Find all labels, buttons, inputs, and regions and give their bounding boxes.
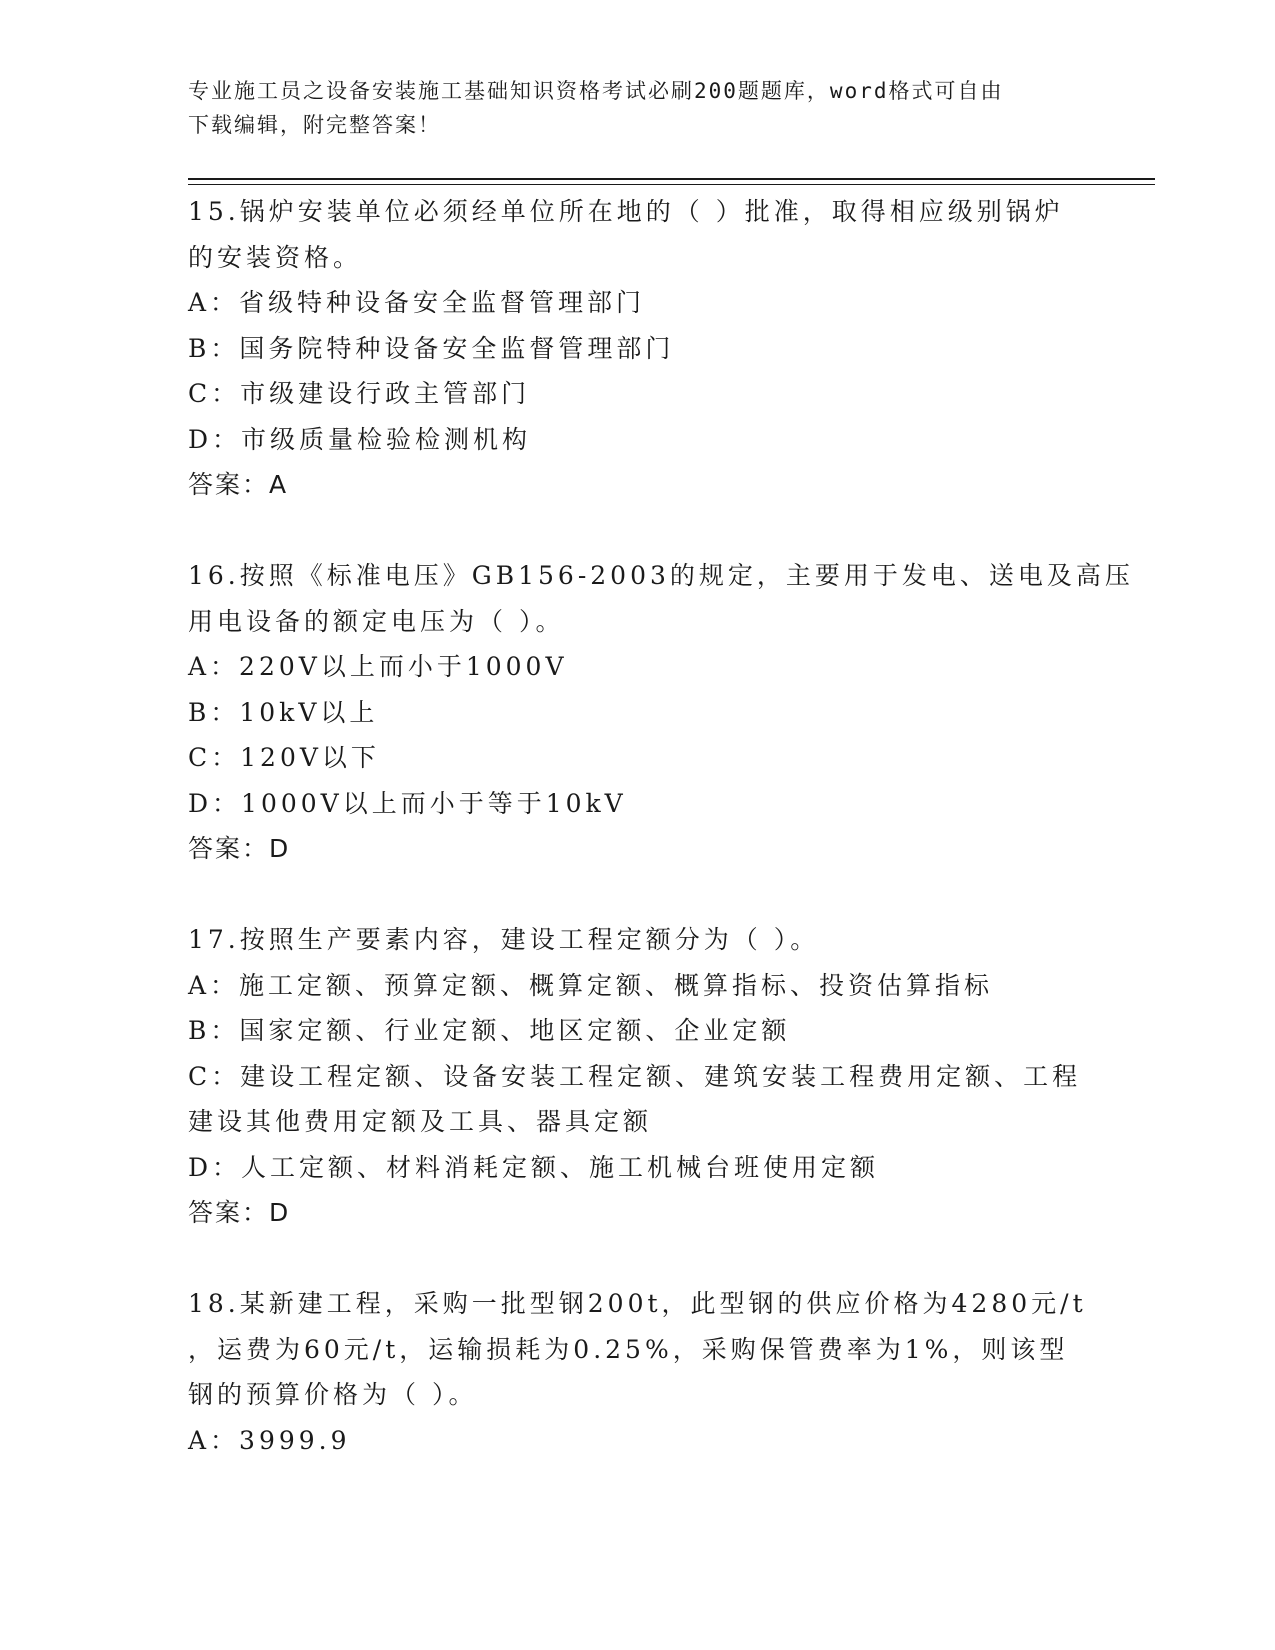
question-15 — [188, 189, 1088, 553]
question-18 — [188, 1281, 1088, 1463]
option-b: B：国家定额、行业定额、地区定额、企业定额 — [188, 1016, 791, 1045]
question-text-line: 钢的预算价格为（ ）。 — [188, 1380, 478, 1409]
option-b: B：10kV以上 — [188, 697, 379, 727]
header-rule-thick — [188, 178, 1155, 180]
question-text-line: 15.锅炉安装单位必须经单位所在地的（ ）批准，取得相应级别锅炉 — [188, 197, 1064, 226]
option-a: A：省级特种设备安全监督管理部门 — [188, 288, 646, 317]
option-c: C：市级建设行政主管部门 — [188, 379, 531, 408]
question-17 — [188, 917, 1088, 1281]
question-text-line: 的安装资格。 — [188, 242, 363, 272]
question-text-line: 16.按照《标准电压》GB156-2003的规定，主要用于发电、送电及高压 — [188, 561, 1134, 590]
question-list — [188, 189, 1134, 1463]
option-b: B：国务院特种设备安全监督管理部门 — [188, 333, 675, 363]
option-a: A：220V以上而小于1000V — [188, 652, 568, 681]
answer: 答案：D — [188, 1198, 291, 1227]
answer: 答案：D — [188, 834, 291, 863]
option-a: A：3999.9 — [188, 1425, 351, 1455]
option-c: C：建设工程定额、设备安装工程定额、建筑安装工程费用定额、工程 — [188, 1061, 1082, 1091]
question-text-line: 用电设备的额定电压为（ ）。 — [188, 606, 565, 636]
option-c-continued: 建设其他费用定额及工具、器具定额 — [188, 1107, 653, 1136]
blank-line — [188, 872, 1088, 918]
question-16 — [188, 553, 1134, 917]
option-a: A：施工定额、预算定额、概算定额、概算指标、投资估算指标 — [188, 970, 994, 1000]
header-line-2: 下载编辑，附完整答案！ — [188, 113, 441, 137]
header-rule-thin — [188, 184, 1155, 185]
option-d: D：人工定额、材料消耗定额、施工机械台班使用定额 — [188, 1152, 880, 1182]
option-c: C：120V以下 — [188, 743, 380, 772]
question-text-line: ，运费为60元/t，运输损耗为0.25%，采购保管费率为1%，则该型 — [188, 1334, 1069, 1364]
answer: 答案：A — [188, 470, 289, 499]
option-d: D：市级质量检验检测机构 — [188, 424, 532, 454]
document-header — [188, 74, 1088, 142]
blank-line — [188, 508, 1088, 554]
question-text-line: 18.某新建工程，采购一批型钢200t，此型钢的供应价格为4280元/t — [188, 1289, 1087, 1318]
blank-line — [188, 1236, 1088, 1282]
option-d: D：1000V以上而小于等于10kV — [188, 788, 627, 818]
question-text-line: 17.按照生产要素内容，建设工程定额分为（ ）。 — [188, 925, 820, 954]
header-line-1: 专业施工员之设备安装施工基础知识资格考试必刷200题题库，word格式可自由 — [188, 79, 1004, 103]
